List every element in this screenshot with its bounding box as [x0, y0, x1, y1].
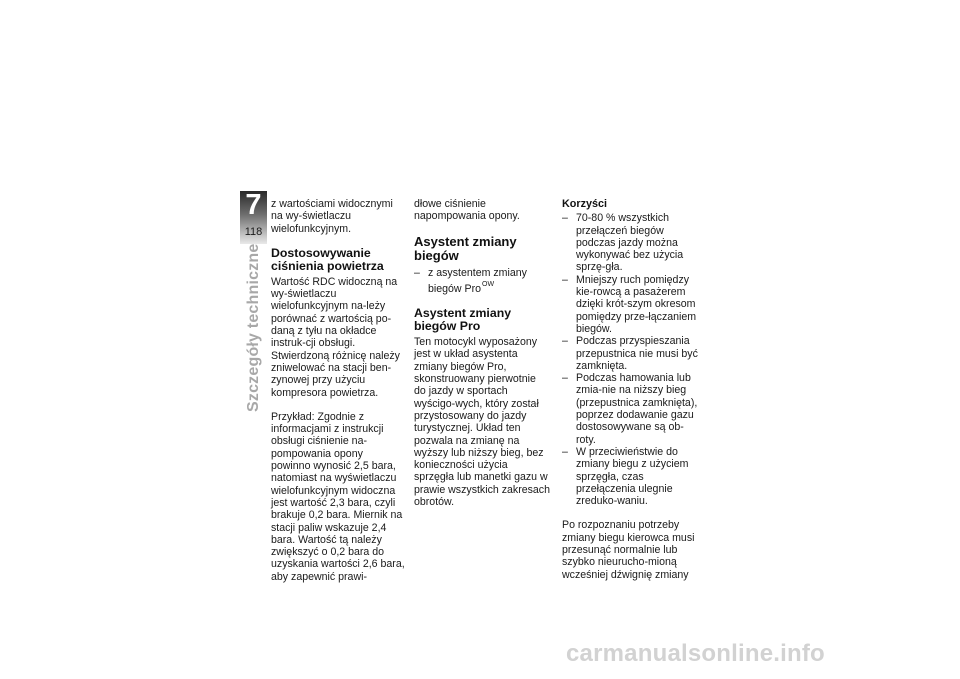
option-code: OW — [482, 280, 495, 288]
paragraph: Wartość RDC widoczną na wy-świetlaczu wielofunkcyjnym na-leży porównać z wartością po-daną z tyłu na okładce instruk-cji obsługi. Stwierdzoną różnicę należy zniwelować na stacji ben-zynowej przy użyciu kompresora powietrza. — [271, 275, 400, 399]
chapter-side-label — [240, 244, 267, 484]
benefits-list — [562, 212, 700, 507]
section-heading: Asystent zmiany biegów Pro — [414, 306, 512, 334]
chapter-number: 7 — [245, 189, 262, 221]
page-number: 118 — [244, 226, 263, 238]
paragraph: Przykład: Zgodnie z informacjami z instrukcji obsługi ciśnienie na-pompowania opony powinno wynosić 2,5 bara, natomiast na wyświetlaczu wielofunkcyjnym widoczna jest wartość 2,3 bara, czyli brakuje 0,2 bara. Miernik na stacji paliw wskazuje 2,4 bara. Wartość tą należy zwiększyć o 0,2 bara do uzyskania wartości 2,6 bara, aby zapewnić prawi- — [271, 410, 405, 583]
text-column-3 — [562, 198, 700, 593]
section-heading: Asystent zmiany biegów — [414, 233, 517, 263]
chapter-title: Szczegóły techniczne — [244, 244, 262, 413]
list-item: – Podczas hamowania lub zmia-nie na niższy bieg (przepustnica zamknięta), poprzez dodawanie gazu dostosowywane są ob-roty. — [562, 372, 700, 446]
text-column-2 — [414, 198, 550, 520]
list-item: – Podczas przyspieszania przepustnica nie musi być zamknięta. — [562, 335, 700, 372]
list-item: – z asystentem zmiany biegów Pro$^{OW}$ — [414, 267, 550, 296]
subheading: Korzyści — [562, 198, 608, 210]
text-column-1 — [271, 198, 405, 595]
paragraph: Po rozpoznaniu potrzeby zmiany biegu kierowca musi przesunąć normalnie lub szybko nieurucho-mioną wcześniej dźwignię zmiany — [562, 519, 695, 581]
paragraph: dłowe ciśnienie napompowania opony. — [414, 198, 520, 223]
list-item: – Mniejszy ruch pomiędzy kie-rowcą a pasażerem dzięki krót-szym okresom pomiędzy prze-łączaniem biegów. — [562, 274, 700, 335]
section-heading: Dostosowywanie ciśnienia powietrza — [271, 245, 384, 273]
paragraph: z wartościami widocznymi na wy-świetlaczu wielofunkcyjnym. — [271, 198, 393, 235]
equipment-list — [414, 267, 550, 296]
watermark: carmanualsonline.info — [566, 640, 825, 667]
list-item: – W przeciwieństwie do zmiany biegu z użyciem sprzęgła, czas przełączenia ulegnie zreduko-waniu. — [562, 446, 700, 507]
paragraph: Ten motocykl wyposażony jest w układ asystenta zmiany biegów Pro, skonstruowany pierwotnie do jazdy w sportach wyścigo-wych, który został przystosowany do jazdy turystycznej. Układ ten pozwala na zmianę na wyższy lub niższy bieg, bez konieczności użycia sprzęgła lub manetki gazu w prawie wszystkich zakresach obrotów. — [414, 336, 550, 509]
list-item: – 70-80 % wszystkich przełączeń biegów podczas jazdy można wykonywać bez użycia sprzę-gła. — [562, 212, 700, 273]
